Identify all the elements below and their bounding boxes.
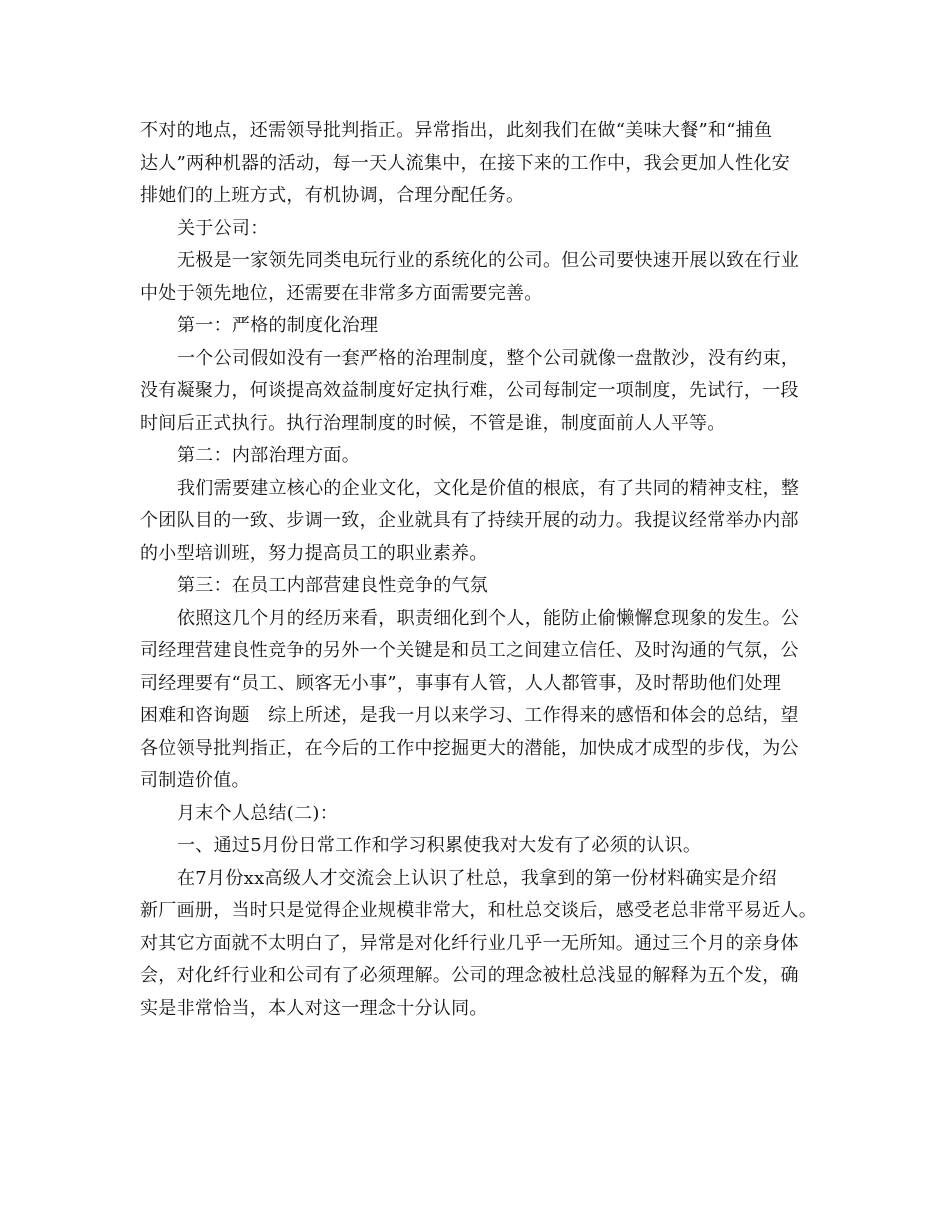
- text-line: 关于公司：: [177, 217, 269, 239]
- paragraph-company-intro: [140, 245, 820, 310]
- text-line: 会，对化纤行业和公司有了必须理解。公司的理念被杜总浅显的解释为五个发，确: [140, 965, 799, 986]
- text-line: 中处于领先地位，还需要在非常多方面需要完善。: [140, 282, 543, 304]
- heading-first: [140, 310, 820, 343]
- paragraph-first: [140, 343, 820, 441]
- text-line: 个团队目的一致、步调一致，企业就具有了持续开展的动力。我提议经常举办内部: [140, 510, 799, 531]
- text-line: 月末个人总结(二)：: [177, 802, 339, 824]
- paragraph-1: [140, 115, 820, 213]
- text-line: 实是非常恰当，本人对这一理念十分认同。: [140, 997, 488, 1019]
- document-body: [140, 115, 820, 1025]
- heading-third: [140, 570, 820, 603]
- text-line: 没有凝聚力，何谈提高效益制度好定执行难，公司每制定一项制度，先试行，一段: [140, 380, 799, 401]
- text-line: 无极是一家领先同类电玩行业的系统化的公司。但公司要快速开展以致在行业: [177, 250, 800, 271]
- text-line: 困难和咨询题 综上所述，是我一月以来学习、工作得来的感悟和体会的总结，望: [140, 705, 799, 726]
- text-line: 司制造价值。: [140, 770, 250, 791]
- heading-summary-two: [140, 798, 820, 831]
- text-line: 第一：严格的制度化治理: [177, 315, 379, 336]
- text-line: 达人”两种机器的活动，每一天人流集中，在接下来的工作中，我会更加人性化安: [140, 152, 790, 174]
- text-line: 新厂画册，当时只是觉得企业规模非常大，和杜总交谈后，感受老总非常平易近人。: [140, 900, 818, 921]
- text-line: 依照这几个月的经历来看，职责细化到个人，能防止偷懒懈怠现象的发生。公: [177, 607, 800, 629]
- text-line: 排她们的上班方式，有机协调，合理分配任务。: [140, 185, 525, 206]
- heading-about-company: [140, 213, 820, 246]
- paragraph-second: [140, 473, 820, 571]
- paragraph-section-one: [140, 863, 820, 1026]
- text-line: 司经理营建良性竞争的另外一个关键是和员工之间建立信任、及时沟通的气氛，公: [140, 640, 799, 661]
- text-line: 我们需要建立核心的企业文化，文化是价值的根底，有了共同的精神支柱，整: [177, 477, 800, 499]
- heading-section-one: [140, 830, 820, 863]
- paragraph-third: [140, 603, 820, 798]
- text-line: 各位领导批判指正，在今后的工作中挖掘更大的潜能，加快成才成型的步伐，为公: [140, 737, 799, 759]
- text-line: 第三：在员工内部营建良性竞争的气氛: [177, 575, 489, 596]
- text-line: 不对的地点，还需领导批判指正。异常指出，此刻我们在做“美味大餐”和“捕鱼: [140, 120, 773, 141]
- text-line: 第二：内部治理方面。: [177, 445, 360, 466]
- text-line: 的小型培训班，努力提高员工的职业素养。: [140, 542, 488, 564]
- text-line: 一个公司假如没有一套严格的治理制度，整个公司就像一盘散沙，没有约束，: [177, 347, 800, 369]
- text-line: 时间后正式执行。执行治理制度的时候，不管是谁，制度面前人人平等。: [140, 412, 726, 434]
- text-line: 对其它方面就不太明白了，异常是对化纤行业几乎一无所知。通过三个月的亲身体: [140, 932, 799, 954]
- text-line: 司经理要有“员工、顾客无小事”，事事有人管，人人都管事，及时帮助他们处理: [140, 672, 782, 694]
- heading-second: [140, 440, 820, 473]
- text-line: 在7月份xx高级人才交流会上认识了杜总，我拿到的第一份材料确实是介绍: [177, 867, 777, 889]
- text-line: 一、通过5月份日常工作和学习积累使我对大发有了必须的认识。: [177, 835, 702, 856]
